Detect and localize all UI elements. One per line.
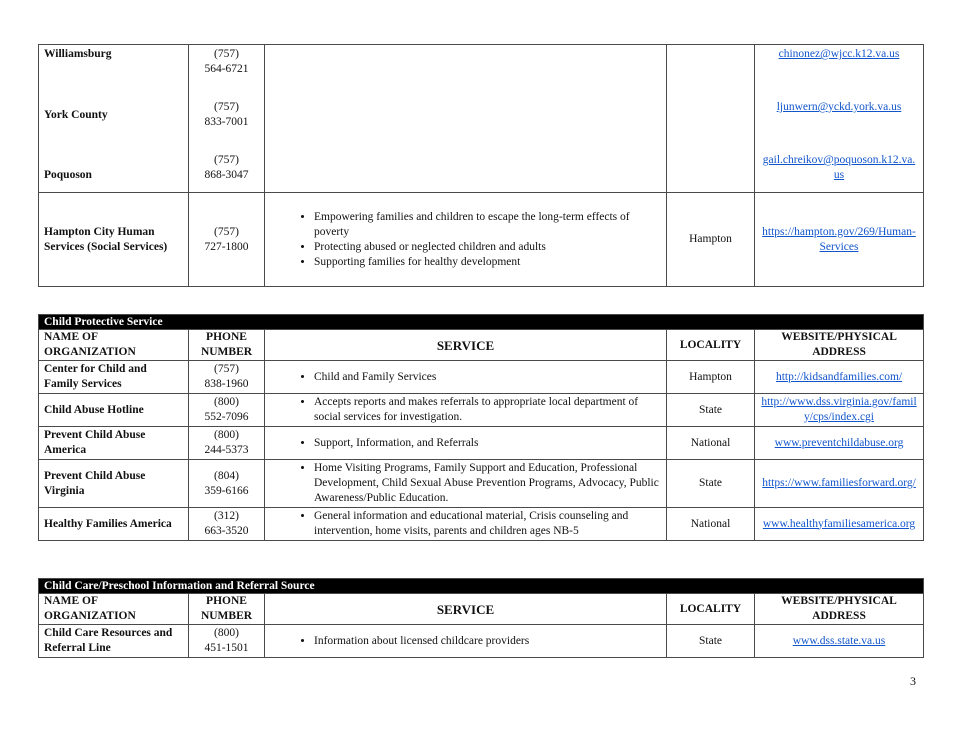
header-locality: LOCALITY	[667, 330, 755, 361]
org-name: Hampton City Human Services (Social Services)	[39, 193, 189, 287]
section-title-row	[39, 579, 924, 594]
website-cell	[755, 508, 924, 541]
table-row	[39, 460, 924, 508]
service-cell	[265, 45, 667, 193]
header-phone: PHONE NUMBER	[189, 594, 265, 625]
org-york-county: York County	[44, 108, 108, 121]
org-name: Child Care Resources and Referral Line	[39, 625, 189, 658]
header-service: SERVICE	[265, 330, 667, 361]
header-phone: PHONE NUMBER	[189, 330, 265, 361]
service-cell	[265, 427, 667, 460]
org-name: Prevent Child Abuse Virginia	[39, 460, 189, 508]
header-row	[39, 594, 924, 625]
website-cell	[755, 193, 924, 287]
header-row	[39, 330, 924, 361]
org-williamsburg: Williamsburg	[44, 48, 112, 60]
service-item: • Child and Family Services	[314, 370, 661, 385]
section-title: Child Care/Preschool Information and Referral Source	[39, 579, 924, 594]
service-item: • Empowering families and children to escape the long-term effects of poverty	[314, 210, 661, 240]
website-link[interactable]: www.dss.state.va.us	[792, 634, 886, 647]
phone-york: (757) 833-7001	[204, 101, 249, 128]
org-poquoson: Poquoson	[44, 169, 92, 181]
locality-cell	[667, 45, 755, 193]
phone-number: (800) 451-1501	[189, 625, 265, 658]
website-link[interactable]: https://www.familiesforward.org/	[762, 477, 916, 489]
org-cell	[39, 45, 189, 193]
section-title: Child Protective Service	[39, 315, 924, 330]
table-row	[39, 508, 924, 541]
locality: National	[667, 508, 755, 541]
header-name: NAME OF ORGANIZATION	[39, 330, 189, 361]
website-link[interactable]: https://hampton.gov/269/Human-Services	[762, 225, 916, 253]
phone-number: (312) 663-3520	[189, 508, 265, 541]
phone-williamsburg: (757) 564-6721	[204, 48, 249, 75]
service-item: • Accepts reports and makes referrals to appropriate local department of social services for investigation.	[314, 395, 661, 425]
table-row	[39, 193, 924, 287]
phone-poquoson: (757) 868-3047	[204, 154, 249, 181]
table-continuation	[38, 44, 924, 287]
phone-number: (800) 552-7096	[189, 394, 265, 427]
service-cell	[265, 625, 667, 658]
website-cell	[755, 625, 924, 658]
service-item: • Information about licensed childcare providers	[314, 634, 661, 649]
org-name: Prevent Child Abuse America	[39, 427, 189, 460]
website-cell	[755, 427, 924, 460]
website-cell	[755, 394, 924, 427]
service-cell	[265, 361, 667, 394]
locality: State	[667, 460, 755, 508]
service-cell	[265, 193, 667, 287]
service-item: • General information and educational material, Crisis counseling and intervention, home visits, parents and children ages NB-5	[314, 509, 661, 539]
org-name: Center for Child and Family Services	[39, 361, 189, 394]
service-item: • Home Visiting Programs, Family Support and Education, Professional Development, Child Sexual Abuse Prevention Programs, Advocacy, Public Awareness/Public Education.	[314, 461, 661, 506]
phone-cell	[189, 45, 265, 193]
service-list	[270, 210, 661, 270]
header-name: NAME OF ORGANIZATION	[39, 594, 189, 625]
service-item: • Protecting abused or neglected children and adults	[314, 240, 661, 255]
table-row	[39, 625, 924, 658]
header-service: SERVICE	[265, 594, 667, 625]
service-cell	[265, 394, 667, 427]
phone-number: (757) 727-1800	[189, 193, 265, 287]
table-row	[39, 361, 924, 394]
email-link-poquoson[interactable]: gail.chreikov@poquoson.k12.va.us	[762, 154, 916, 181]
website-link[interactable]: http://kidsandfamilies.com/	[775, 370, 903, 383]
service-item: • Support, Information, and Referrals	[314, 436, 661, 451]
phone-number: (800) 244-5373	[189, 427, 265, 460]
page-number: 3	[910, 674, 916, 688]
header-locality: LOCALITY	[667, 594, 755, 625]
service-cell	[265, 460, 667, 508]
table-child-protective-service	[38, 314, 924, 541]
phone-number: (757) 838-1960	[189, 361, 265, 394]
service-cell	[265, 508, 667, 541]
phone-number: (804) 359-6166	[189, 460, 265, 508]
service-item: • Supporting families for healthy development	[314, 255, 661, 270]
table-row	[39, 394, 924, 427]
website-link[interactable]: www.healthyfamiliesamerica.org	[762, 517, 916, 530]
header-website: WEBSITE/PHYSICAL ADDRESS	[755, 594, 924, 625]
locality: State	[667, 625, 755, 658]
email-cell	[755, 45, 924, 193]
locality: Hampton	[667, 361, 755, 394]
website-link[interactable]: www.preventchildabuse.org	[774, 436, 904, 449]
email-link-york[interactable]: ljunwern@yckd.york.va.us	[776, 101, 902, 113]
table-row	[39, 427, 924, 460]
website-link[interactable]: http://www.dss.virginia.gov/family/cps/index.cgi	[761, 396, 917, 423]
section-title-row	[39, 315, 924, 330]
table-row	[39, 45, 924, 193]
table-child-care-referral	[38, 578, 924, 658]
header-website: WEBSITE/PHYSICAL ADDRESS	[755, 330, 924, 361]
org-name: Healthy Families America	[39, 508, 189, 541]
locality: State	[667, 394, 755, 427]
org-name: Child Abuse Hotline	[39, 394, 189, 427]
email-link-williamsburg[interactable]: chinonez@wjcc.k12.va.us	[778, 48, 900, 60]
locality: Hampton	[667, 193, 755, 287]
website-cell	[755, 361, 924, 394]
website-cell	[755, 460, 924, 508]
locality: National	[667, 427, 755, 460]
